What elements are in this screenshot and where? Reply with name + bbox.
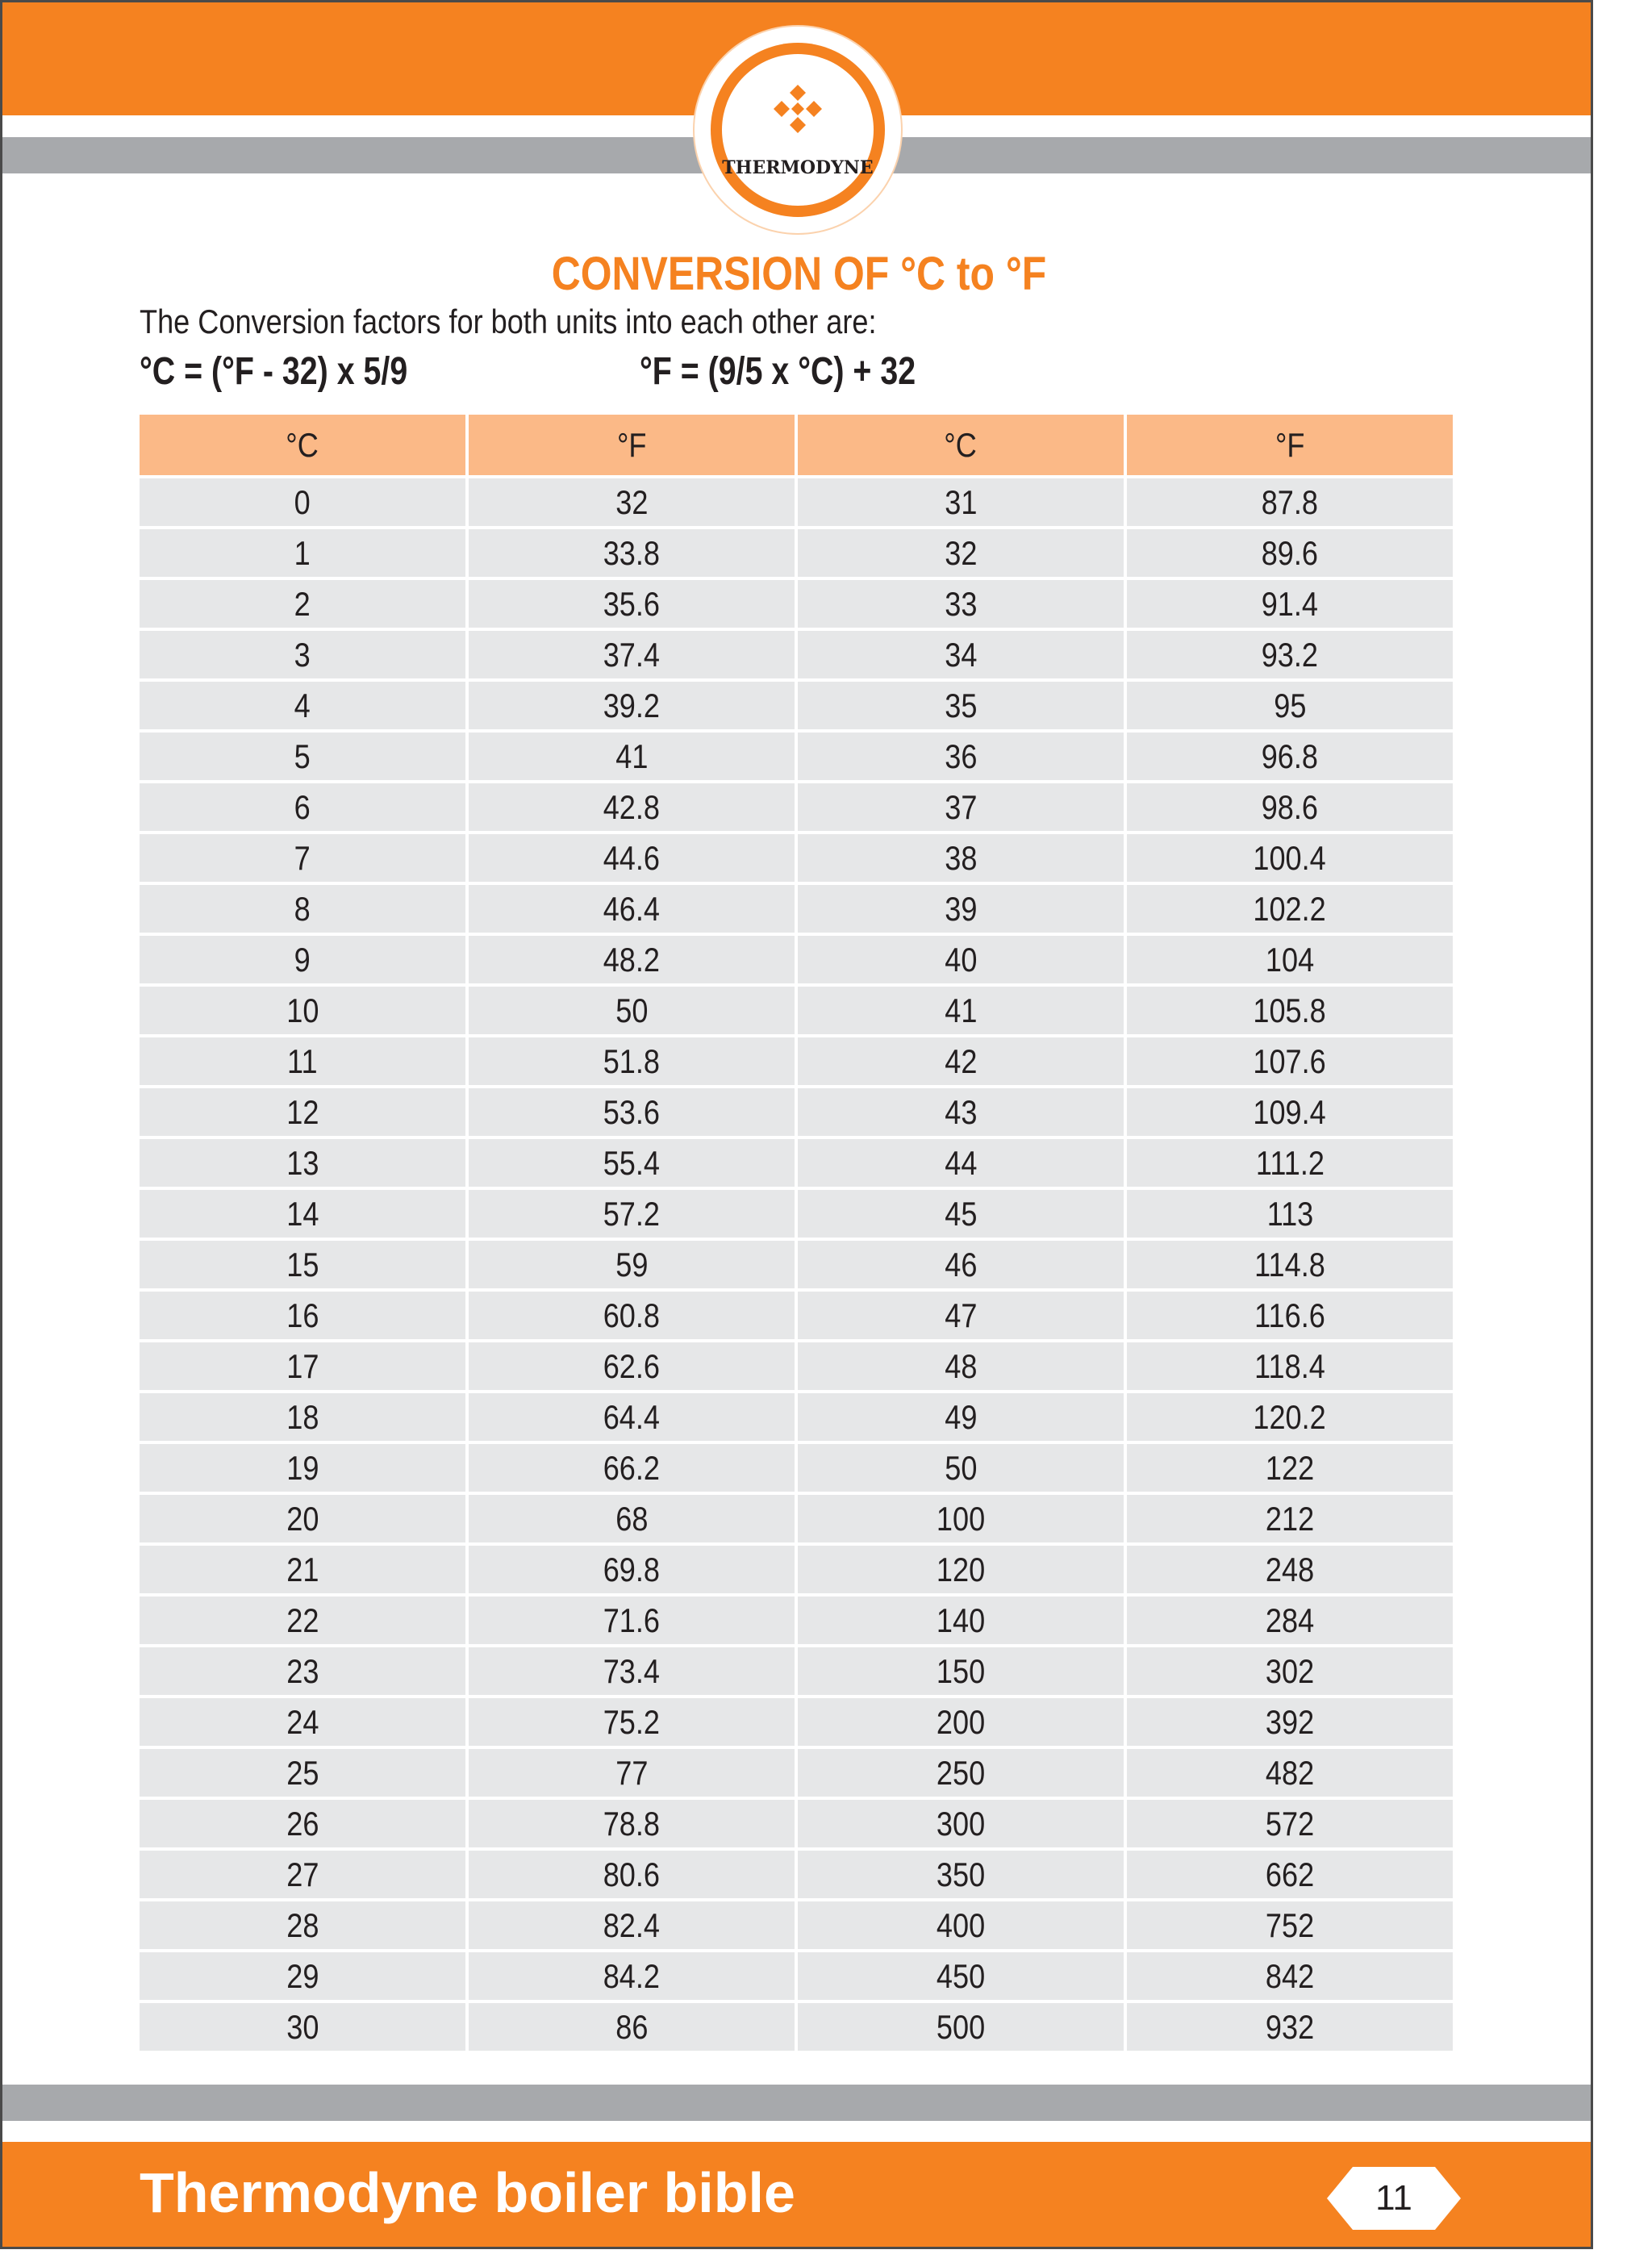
table-cell: 120 bbox=[798, 1546, 1124, 1593]
table-cell: 250 bbox=[798, 1749, 1124, 1797]
table-row bbox=[140, 1546, 1453, 1593]
table-cell: 21 bbox=[140, 1546, 465, 1593]
bottom-gray-band bbox=[2, 2085, 1591, 2121]
table-cell: 39 bbox=[798, 885, 1124, 933]
table-cell: 1 bbox=[140, 529, 465, 577]
table-cell: 105.8 bbox=[1127, 987, 1453, 1034]
table-cell: 53.6 bbox=[469, 1088, 795, 1136]
table-cell: 44 bbox=[798, 1139, 1124, 1187]
table-cell: 0 bbox=[140, 478, 465, 526]
table-cell: 300 bbox=[798, 1800, 1124, 1847]
table-cell: 140 bbox=[798, 1597, 1124, 1644]
table-cell: 104 bbox=[1127, 936, 1453, 983]
table-row bbox=[140, 1342, 1453, 1390]
table-cell: 7 bbox=[140, 834, 465, 882]
table-row bbox=[140, 1495, 1453, 1542]
table-cell: 46 bbox=[798, 1241, 1124, 1288]
conversion-table bbox=[136, 411, 1456, 2054]
table-cell: 89.6 bbox=[1127, 529, 1453, 577]
table-cell: 93.2 bbox=[1127, 631, 1453, 678]
formula-celsius: °C = (°F - 32) x 5/9 bbox=[140, 350, 408, 393]
table-cell: 33.8 bbox=[469, 529, 795, 577]
table-cell: 27 bbox=[140, 1851, 465, 1898]
table-row bbox=[140, 1088, 1453, 1136]
footer-title: Thermodyne boiler bible bbox=[140, 2161, 795, 2224]
table-cell: 35 bbox=[798, 682, 1124, 729]
table-cell: 77 bbox=[469, 1749, 795, 1797]
table-cell: 350 bbox=[798, 1851, 1124, 1898]
table-row bbox=[140, 1749, 1453, 1797]
formula-fahrenheit: °F = (9/5 x °C) + 32 bbox=[640, 350, 916, 393]
table-cell: 500 bbox=[798, 2003, 1124, 2051]
table-cell: 57.2 bbox=[469, 1190, 795, 1238]
table-cell: 18 bbox=[140, 1393, 465, 1441]
table-header-row bbox=[140, 415, 1453, 475]
table-row bbox=[140, 1901, 1453, 1949]
table-cell: 102.2 bbox=[1127, 885, 1453, 933]
table-cell: 35.6 bbox=[469, 580, 795, 628]
table-cell: 122 bbox=[1127, 1444, 1453, 1492]
table-cell: 100 bbox=[798, 1495, 1124, 1542]
table-cell: 118.4 bbox=[1127, 1342, 1453, 1390]
table-cell: 91.4 bbox=[1127, 580, 1453, 628]
subtitle-text: The Conversion factors for both units into each other are: bbox=[140, 303, 877, 340]
page-number: 11 bbox=[1375, 2178, 1412, 2218]
table-cell: 6 bbox=[140, 783, 465, 831]
table-cell: 71.6 bbox=[469, 1597, 795, 1644]
table-cell: 37.4 bbox=[469, 631, 795, 678]
table-cell: 37 bbox=[798, 783, 1124, 831]
table-cell: 32 bbox=[469, 478, 795, 526]
table-cell: 2 bbox=[140, 580, 465, 628]
table-cell: 10 bbox=[140, 987, 465, 1034]
table-row bbox=[140, 936, 1453, 983]
table-cell: 29 bbox=[140, 1952, 465, 2000]
table-cell: 9 bbox=[140, 936, 465, 983]
column-header: °C bbox=[798, 415, 1124, 475]
table-row bbox=[140, 1597, 1453, 1644]
table-cell: 932 bbox=[1127, 2003, 1453, 2051]
table-cell: 8 bbox=[140, 885, 465, 933]
table-cell: 25 bbox=[140, 1749, 465, 1797]
table-cell: 200 bbox=[798, 1698, 1124, 1746]
table-cell: 55.4 bbox=[469, 1139, 795, 1187]
table-cell: 69.8 bbox=[469, 1546, 795, 1593]
table-cell: 16 bbox=[140, 1292, 465, 1339]
table-row bbox=[140, 783, 1453, 831]
table-cell: 20 bbox=[140, 1495, 465, 1542]
table-cell: 41 bbox=[469, 733, 795, 780]
table-cell: 50 bbox=[798, 1444, 1124, 1492]
page-title: CONVERSION OF °C to °F bbox=[551, 248, 1047, 300]
table-cell: 100.4 bbox=[1127, 834, 1453, 882]
table-cell: 51.8 bbox=[469, 1037, 795, 1085]
table-row bbox=[140, 1952, 1453, 2000]
table-cell: 111.2 bbox=[1127, 1139, 1453, 1187]
table-row bbox=[140, 733, 1453, 780]
table-cell: 22 bbox=[140, 1597, 465, 1644]
table-cell: 17 bbox=[140, 1342, 465, 1390]
table-row bbox=[140, 580, 1453, 628]
table-cell: 44.6 bbox=[469, 834, 795, 882]
table-cell: 98.6 bbox=[1127, 783, 1453, 831]
table-row bbox=[140, 1851, 1453, 1898]
table-cell: 13 bbox=[140, 1139, 465, 1187]
table-row bbox=[140, 1647, 1453, 1695]
table-row bbox=[140, 529, 1453, 577]
table-cell: 34 bbox=[798, 631, 1124, 678]
table-row bbox=[140, 1800, 1453, 1847]
table-cell: 248 bbox=[1127, 1546, 1453, 1593]
table-cell: 107.6 bbox=[1127, 1037, 1453, 1085]
column-header: °C bbox=[140, 415, 465, 475]
table-row bbox=[140, 1292, 1453, 1339]
table-cell: 284 bbox=[1127, 1597, 1453, 1644]
table-cell: 4 bbox=[140, 682, 465, 729]
table-cell: 66.2 bbox=[469, 1444, 795, 1492]
table-cell: 82.4 bbox=[469, 1901, 795, 1949]
table-row bbox=[140, 1190, 1453, 1238]
table-cell: 41 bbox=[798, 987, 1124, 1034]
table-cell: 68 bbox=[469, 1495, 795, 1542]
thermodyne-logo bbox=[695, 27, 901, 233]
table-cell: 45 bbox=[798, 1190, 1124, 1238]
table-cell: 662 bbox=[1127, 1851, 1453, 1898]
table-cell: 39.2 bbox=[469, 682, 795, 729]
table-cell: 842 bbox=[1127, 1952, 1453, 2000]
table-cell: 62.6 bbox=[469, 1342, 795, 1390]
table-cell: 120.2 bbox=[1127, 1393, 1453, 1441]
table-cell: 212 bbox=[1127, 1495, 1453, 1542]
table-cell: 5 bbox=[140, 733, 465, 780]
table-cell: 49 bbox=[798, 1393, 1124, 1441]
table-cell: 64.4 bbox=[469, 1393, 795, 1441]
table-row bbox=[140, 631, 1453, 678]
table-cell: 19 bbox=[140, 1444, 465, 1492]
table-cell: 48 bbox=[798, 1342, 1124, 1390]
table-row bbox=[140, 1393, 1453, 1441]
table-row bbox=[140, 682, 1453, 729]
table-cell: 38 bbox=[798, 834, 1124, 882]
table-row bbox=[140, 834, 1453, 882]
table-cell: 11 bbox=[140, 1037, 465, 1085]
table-cell: 59 bbox=[469, 1241, 795, 1288]
table-cell: 116.6 bbox=[1127, 1292, 1453, 1339]
table-cell: 50 bbox=[469, 987, 795, 1034]
table-cell: 47 bbox=[798, 1292, 1124, 1339]
table-cell: 42 bbox=[798, 1037, 1124, 1085]
table-cell: 28 bbox=[140, 1901, 465, 1949]
table-cell: 75.2 bbox=[469, 1698, 795, 1746]
column-header: °F bbox=[469, 415, 795, 475]
table-row bbox=[140, 1241, 1453, 1288]
table-cell: 60.8 bbox=[469, 1292, 795, 1339]
table-cell: 42.8 bbox=[469, 783, 795, 831]
table-cell: 572 bbox=[1127, 1800, 1453, 1847]
table-cell: 36 bbox=[798, 733, 1124, 780]
table-cell: 482 bbox=[1127, 1749, 1453, 1797]
logo-wordmark: THERMODYNE bbox=[722, 157, 874, 178]
table-cell: 33 bbox=[798, 580, 1124, 628]
table-row bbox=[140, 1139, 1453, 1187]
table-cell: 32 bbox=[798, 529, 1124, 577]
table-cell: 15 bbox=[140, 1241, 465, 1288]
table-cell: 24 bbox=[140, 1698, 465, 1746]
table-cell: 48.2 bbox=[469, 936, 795, 983]
table-cell: 95 bbox=[1127, 682, 1453, 729]
table-row bbox=[140, 987, 1453, 1034]
table-cell: 752 bbox=[1127, 1901, 1453, 1949]
table-cell: 87.8 bbox=[1127, 478, 1453, 526]
table-cell: 78.8 bbox=[469, 1800, 795, 1847]
table-cell: 30 bbox=[140, 2003, 465, 2051]
table-row bbox=[140, 2003, 1453, 2051]
table-row bbox=[140, 885, 1453, 933]
table-cell: 46.4 bbox=[469, 885, 795, 933]
table-row bbox=[140, 1444, 1453, 1492]
table-cell: 80.6 bbox=[469, 1851, 795, 1898]
table-cell: 96.8 bbox=[1127, 733, 1453, 780]
table-cell: 40 bbox=[798, 936, 1124, 983]
table-row bbox=[140, 1698, 1453, 1746]
table-cell: 31 bbox=[798, 478, 1124, 526]
diamond-logo-icon bbox=[774, 85, 822, 133]
table-cell: 73.4 bbox=[469, 1647, 795, 1695]
table-cell: 114.8 bbox=[1127, 1241, 1453, 1288]
table-row bbox=[140, 1037, 1453, 1085]
table-row bbox=[140, 478, 1453, 526]
table-cell: 26 bbox=[140, 1800, 465, 1847]
table-cell: 14 bbox=[140, 1190, 465, 1238]
table-cell: 392 bbox=[1127, 1698, 1453, 1746]
table-cell: 109.4 bbox=[1127, 1088, 1453, 1136]
table-cell: 43 bbox=[798, 1088, 1124, 1136]
table-cell: 3 bbox=[140, 631, 465, 678]
table-cell: 150 bbox=[798, 1647, 1124, 1695]
table-cell: 84.2 bbox=[469, 1952, 795, 2000]
page-number-badge bbox=[1325, 2165, 1462, 2231]
table-cell: 302 bbox=[1127, 1647, 1453, 1695]
table-cell: 23 bbox=[140, 1647, 465, 1695]
table-cell: 400 bbox=[798, 1901, 1124, 1949]
column-header: °F bbox=[1127, 415, 1453, 475]
table-cell: 86 bbox=[469, 2003, 795, 2051]
table-cell: 113 bbox=[1127, 1190, 1453, 1238]
table-cell: 450 bbox=[798, 1952, 1124, 2000]
table-cell: 12 bbox=[140, 1088, 465, 1136]
